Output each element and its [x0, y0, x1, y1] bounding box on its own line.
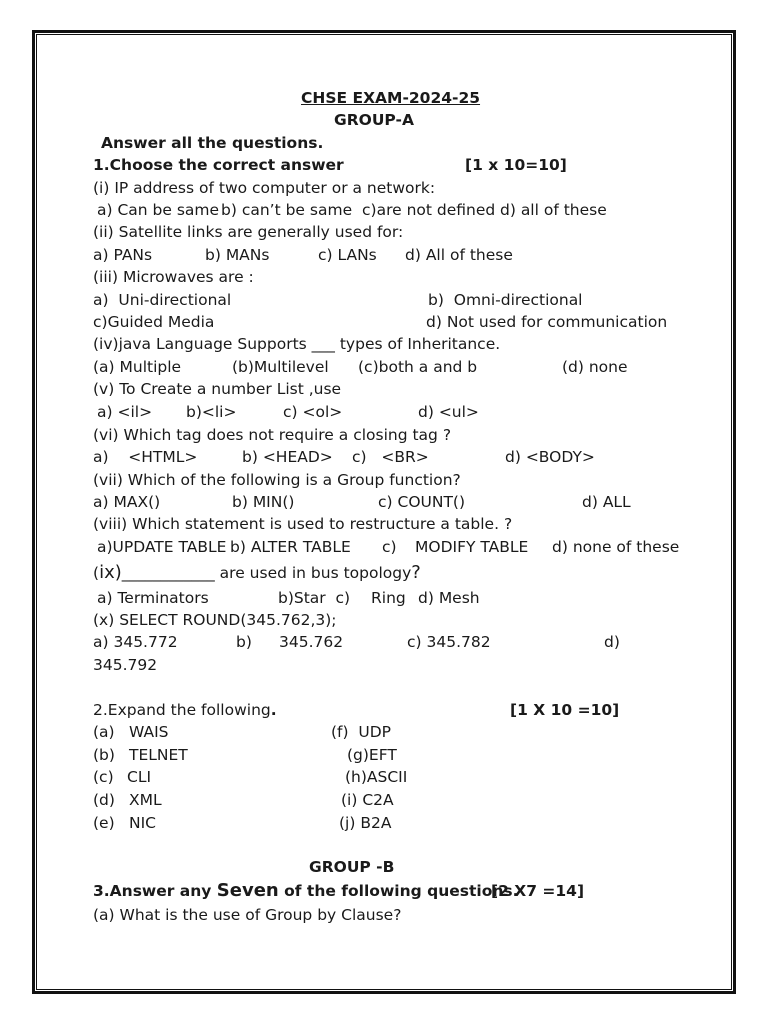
option: (c)both a and b — [358, 358, 478, 376]
expand-row — [0, 744, 768, 766]
option: c)are not defined — [362, 201, 496, 219]
option: d) ALL — [582, 493, 631, 511]
question-number: ix) — [99, 562, 122, 583]
option: b) <HEAD> — [242, 448, 333, 466]
q3-title — [93, 880, 519, 902]
question-line — [0, 378, 768, 400]
option: (a) Multiple — [93, 358, 182, 376]
option: a) Terminators — [97, 589, 209, 607]
expand-label: (c) — [93, 768, 114, 786]
question-mark: ? — [411, 562, 421, 583]
option: c) <BR> — [352, 448, 429, 466]
expand-label: (d) — [93, 791, 115, 809]
option: a) MAX() — [93, 493, 161, 511]
q3-title-seven: Seven — [216, 880, 279, 901]
question-line — [0, 424, 768, 446]
question-line — [0, 609, 768, 631]
option: c) <ol> — [283, 403, 343, 421]
q2-title-dot: . — [270, 701, 277, 719]
q3-title-post: of the following questions. — [278, 882, 519, 900]
options-line — [0, 654, 768, 676]
option: a) <HTML> — [93, 448, 198, 466]
expand-row — [0, 766, 768, 788]
option: d) Not used for communication — [426, 313, 668, 331]
option: a) Uni-directional — [93, 291, 232, 309]
question-text: (viii) Which statement is used to restructure a table. ? — [93, 515, 513, 533]
option: a) 345.772 — [93, 633, 178, 651]
question-text: (iv)java Language Supports ___ types of Inheritance. — [93, 335, 501, 353]
expand-term: (f) UDP — [331, 723, 392, 741]
question-line — [0, 221, 768, 243]
expand-term: (i) C2A — [341, 791, 394, 809]
options-line — [0, 491, 768, 513]
group-a-heading: GROUP-A — [334, 111, 414, 129]
q3-title-pre: 3.Answer any — [93, 882, 217, 900]
option: b)Star c) — [278, 589, 351, 607]
expand-row — [0, 721, 768, 743]
question-text: (vii) Which of the following is a Group function? — [93, 471, 461, 489]
options-line — [0, 631, 768, 653]
option: c) COUNT() — [378, 493, 466, 511]
exam-title-line — [0, 87, 768, 109]
option: c)Guided Media — [93, 313, 215, 331]
q2-title — [93, 699, 277, 721]
expand-label: (a) — [93, 723, 115, 741]
question-line — [0, 177, 768, 199]
option: b) can’t be same — [221, 201, 353, 219]
question-line — [0, 469, 768, 491]
option: (b)Multilevel — [232, 358, 329, 376]
q1-marks: [1 x 10=10] — [465, 156, 567, 174]
option: d) all of these — [500, 201, 607, 219]
q2-title-text: 2.Expand the following — [93, 701, 271, 719]
expand-term: (j) B2A — [339, 814, 392, 832]
option: d) <ul> — [418, 403, 479, 421]
q3-heading — [0, 880, 768, 902]
question-body: ____________ are used in bus topology — [121, 564, 412, 582]
options-line — [0, 244, 768, 266]
option: b) MANs — [205, 246, 270, 264]
question-text — [93, 562, 421, 584]
question-text: (ii) Satellite links are generally used for: — [93, 223, 404, 241]
instruction-line — [0, 132, 768, 154]
question-line — [0, 904, 768, 926]
options-line — [0, 536, 768, 558]
question-line — [0, 513, 768, 535]
options-line — [0, 587, 768, 609]
options-line — [0, 199, 768, 221]
question-text: (vi) Which tag does not require a closing tag ? — [93, 426, 452, 444]
expand-term: XML — [129, 791, 162, 809]
q2-heading — [0, 699, 768, 721]
option: MODIFY TABLE — [415, 538, 529, 556]
expand-label: (b) — [93, 746, 115, 764]
group-b-line — [0, 856, 768, 878]
option: b) Omni-directional — [428, 291, 583, 309]
option: a) PANs — [93, 246, 153, 264]
option: 345.792 — [93, 656, 158, 674]
options-line — [0, 289, 768, 311]
expand-term: (g)EFT — [347, 746, 397, 764]
option: (d) none — [562, 358, 628, 376]
option: c) — [382, 538, 397, 556]
question-text: (x) SELECT ROUND(345.762,3); — [93, 611, 337, 629]
question-line — [0, 333, 768, 355]
instruction-text: Answer all the questions. — [101, 134, 324, 152]
expand-term: CLI — [127, 768, 152, 786]
option: b) — [236, 633, 252, 651]
option: a) Can be same — [97, 201, 220, 219]
q2-marks: [1 X 10 =10] — [510, 701, 620, 719]
question-text: (iii) Microwaves are : — [93, 268, 254, 286]
exam-title: CHSE EXAM-2024-25 — [301, 89, 481, 107]
expand-term: NIC — [129, 814, 156, 832]
question-line — [0, 562, 768, 584]
q1-title: 1.Choose the correct answer — [93, 156, 344, 174]
expand-term: WAIS — [129, 723, 169, 741]
q3-marks: [2 X7 =14] — [491, 882, 585, 900]
group-a-line — [0, 109, 768, 131]
option: c) LANs — [318, 246, 377, 264]
expand-row — [0, 789, 768, 811]
option: b) ALTER TABLE — [230, 538, 351, 556]
expand-term: TELNET — [129, 746, 188, 764]
option: d) <BODY> — [505, 448, 595, 466]
question-text: (v) To Create a number List ,use — [93, 380, 342, 398]
option: b) MIN() — [232, 493, 295, 511]
options-line — [0, 446, 768, 468]
options-line — [0, 356, 768, 378]
group-b-heading: GROUP -B — [309, 858, 395, 876]
option: d) none of these — [552, 538, 680, 556]
question-prefix: ( — [93, 564, 100, 582]
option: b)<li> — [186, 403, 237, 421]
option: d) All of these — [405, 246, 513, 264]
option: c) 345.782 — [407, 633, 491, 651]
option: a)UPDATE TABLE — [97, 538, 227, 556]
options-line — [0, 311, 768, 333]
options-line — [0, 401, 768, 423]
option: a) <il> — [97, 403, 153, 421]
expand-term: (h)ASCII — [345, 768, 408, 786]
question-text: (a) What is the use of Group by Clause? — [93, 906, 402, 924]
expand-row — [0, 812, 768, 834]
question-line — [0, 266, 768, 288]
option: 345.762 — [279, 633, 344, 651]
question-text: (i) IP address of two computer or a network: — [93, 179, 436, 197]
option: Ring — [371, 589, 406, 607]
option: d) — [604, 633, 620, 651]
expand-label: (e) — [93, 814, 115, 832]
option: d) Mesh — [418, 589, 480, 607]
q1-heading — [0, 154, 768, 176]
